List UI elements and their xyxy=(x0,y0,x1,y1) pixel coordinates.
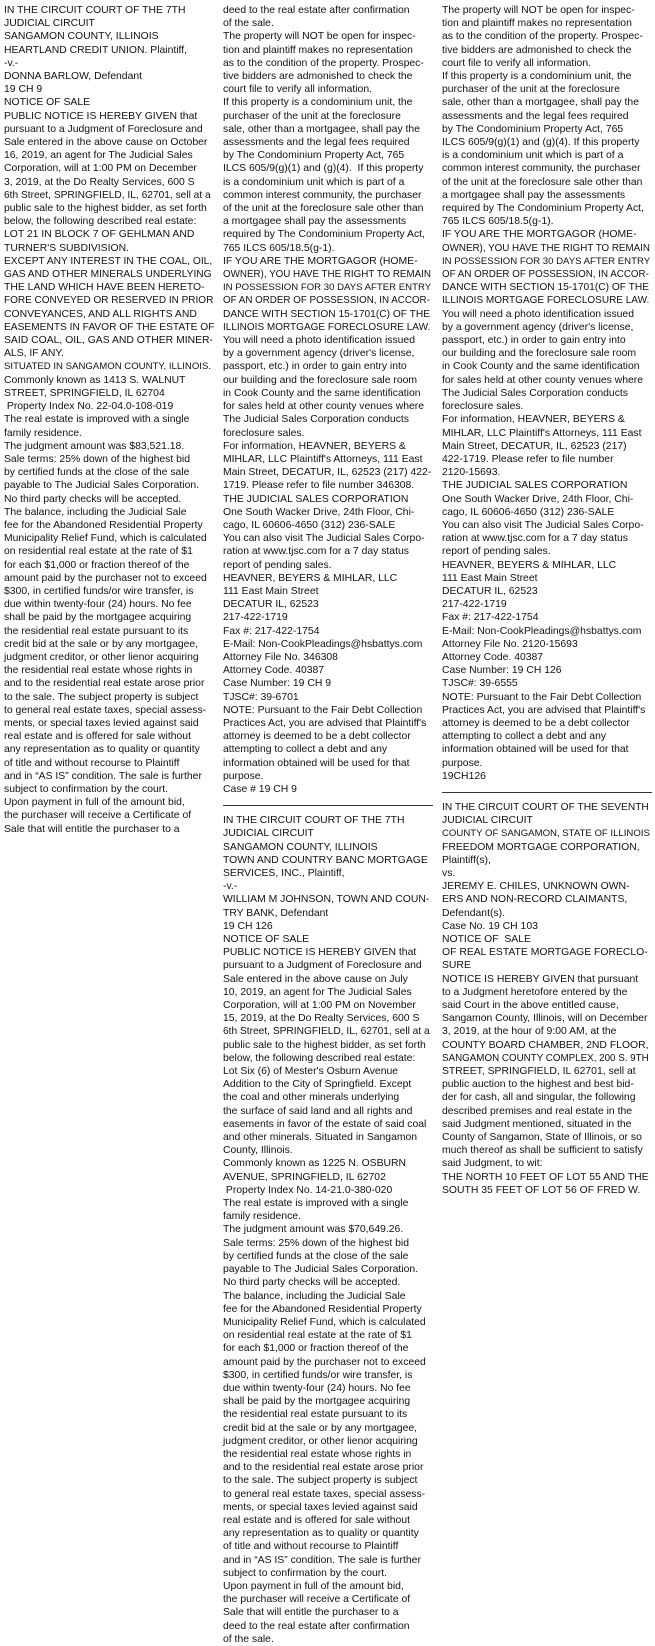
notice-text-line: family residence. xyxy=(4,427,82,439)
notice-text-line: purpose. xyxy=(442,757,483,769)
notice-text-line: STREET, SPRINGFIELD, IL 62704 xyxy=(4,387,165,399)
notice-text-line: -v.- xyxy=(223,881,238,893)
notice-text-line: passport, etc.) in order to gain entry into xyxy=(223,361,407,373)
notice-text-line: attempting to collect a debt and any xyxy=(223,744,388,756)
notice-text-line: judgment creditor, or other lienor acquiring xyxy=(4,651,199,663)
notice-text-line: passport, etc.) in order to gain entry into xyxy=(442,335,626,347)
notice-text-line: much thereof as shall be sufficient to satisfy xyxy=(442,1145,643,1157)
notice-text-line: WILLIAM M JOHNSON, TOWN AND COUN- xyxy=(223,894,430,906)
notice-text-line: public sale to the highest bidder, as set forth xyxy=(223,1039,426,1051)
notice-text-line: deed to the real estate after confirmation xyxy=(223,1620,410,1632)
notice-text-line: required by The Condominium Property Act, xyxy=(223,229,425,241)
notice-text-line: 6th Street, SPRINGFIELD, IL, 62701, sell at a xyxy=(223,1026,430,1038)
notice-text-line: for sales held at other county venues where xyxy=(442,374,644,386)
notice-text-line: 16, 2019, an agent for The Judicial Sales xyxy=(4,150,193,162)
notice-text-line: County, Illinois. xyxy=(223,1145,293,1157)
notice-text-line: IF YOU ARE THE MORTGAGOR (HOME- xyxy=(223,255,418,267)
notice-text-line: Property Index No. 22-04.0-108-019 xyxy=(4,401,174,413)
notice-text-line: real estate and is offered for sale without xyxy=(223,1514,410,1526)
notice-text-line: and in “AS IS” condition. The sale is further xyxy=(4,770,202,782)
notice-text-line: deed to the real estate after confirmation xyxy=(223,5,410,16)
notice-text-line: is a condominium unit which is part of a xyxy=(223,176,405,188)
notice-text-line: The real estate is improved with a single xyxy=(223,1198,409,1210)
notice-text-line: SAID COAL, OIL, GAS AND OTHER MINER- xyxy=(4,335,214,347)
notice-text-line: assessments and the legal fees required xyxy=(442,110,629,122)
notice-text-line: common interest community, the purchaser xyxy=(442,163,641,175)
notice-text-line: by The Condominium Property Act, 765 xyxy=(442,123,624,135)
notice-text-line: of title and without recourse to Plaintiff xyxy=(223,1541,399,1553)
notice-text-line: IN POSSESSION FOR 30 DAYS AFTER ENTRY xyxy=(223,282,432,294)
notice-text-line: of the unit at the foreclosure sale other than xyxy=(223,203,424,215)
notice-text-line: AVENUE, SPRINGFIELD, IL 62702 xyxy=(223,1171,386,1183)
notice-text-line: tion and plaintiff makes no representation xyxy=(223,44,413,56)
notice-text-line: to general real estate taxes, special assess- xyxy=(4,704,207,716)
notice-text-line: Sale that will entitle the purchaser to a xyxy=(4,823,180,835)
notice-text-line: our building and the foreclosure sale room xyxy=(223,374,418,386)
notice-text-line: for sales held at other county venues where xyxy=(223,401,425,413)
notice-text-line: NOTICE OF SALE xyxy=(223,934,310,946)
notice-text-line: FREEDOM MORTGAGE CORPORATION, xyxy=(442,841,640,853)
notice-divider xyxy=(223,805,433,806)
notice-text-line: family residence. xyxy=(223,1211,301,1223)
notice-text-line: common interest community, the purchaser xyxy=(223,189,422,201)
notice-text-line: and in “AS IS” condition. The sale is further xyxy=(223,1554,421,1566)
notice-text-line: amount paid by the purchaser not to exceed xyxy=(4,572,207,584)
notice-text-line: information obtained will be used for that xyxy=(223,757,410,769)
notice-text-line: Upon payment in full of the amount bid, xyxy=(4,797,185,809)
notice-text-line: The balance, including the Judicial Sale xyxy=(223,1290,406,1302)
notice-text-line: SERVICES, INC., Plaintiff, xyxy=(223,868,345,879)
notice-text-line: on residential real estate at the rate of $1 xyxy=(223,1330,412,1342)
notice-text-line: tion and plaintiff makes no representation xyxy=(442,18,632,30)
notice-text-line: The balance, including the Judicial Sale xyxy=(4,506,187,518)
notice-text-line: ration at www.tjsc.com for a 7 day status xyxy=(223,546,409,558)
notice-text-line: JUDICIAL CIRCUIT xyxy=(223,828,314,840)
notice-text-line: attorney is deemed to be a debt collector xyxy=(223,731,411,743)
notice-text-line: You can also visit The Judicial Sales Corpo- xyxy=(223,533,425,545)
notice-text-line: OWNER), YOU HAVE THE RIGHT TO REMAIN xyxy=(442,242,650,254)
notice-text-line: If this property is a condominium unit, the xyxy=(223,97,413,109)
notice-text-line: $300, in certified funds/or wire transfer, is xyxy=(4,585,194,597)
notice-text-line: FORE CONVEYED OR RESERVED IN PRIOR xyxy=(4,295,214,307)
notice-text-line: NOTE: Pursuant to the Fair Debt Collection xyxy=(442,691,642,703)
notice-text-line: OWNER), YOU HAVE THE RIGHT TO REMAIN xyxy=(223,269,431,281)
notice-text-line: 19 CH 9 xyxy=(4,84,43,96)
notice-text-line: sale, other than a mortgagee, shall pay the xyxy=(223,123,420,135)
notice-text-line: -v.- xyxy=(4,57,19,69)
notice-text-line: Lot Six (6) of Mester's Osburn Avenue xyxy=(223,1066,399,1078)
notice-text-line: THE JUDICIAL SALES CORPORATION xyxy=(223,493,409,505)
notice-text-line: HEAVNER, BEYERS & MIHLAR, LLC xyxy=(442,559,617,571)
notice-text-line: court file to verify all information. xyxy=(442,57,591,69)
notice-text-line: to the sale. The subject property is subject xyxy=(223,1475,418,1487)
notice-text-line: NOTICE OF SALE xyxy=(4,97,91,109)
notice-text-line: Commonly known as 1413 S. WALNUT xyxy=(4,374,186,386)
notice-text-line: Case Number: 19 CH 9 xyxy=(223,678,331,690)
notice-text-line: Sale terms: 25% down of the highest bid xyxy=(4,453,190,465)
notice-text-line: on residential real estate at the rate of $1 xyxy=(4,546,193,558)
notice-text-line: the residential real estate pursuant to its xyxy=(4,625,189,637)
notice-text-line: said Court in the above entitled cause, xyxy=(442,1000,619,1012)
notice-text-line: If this property is a condominium unit, the xyxy=(442,71,632,83)
notice-text-line: 10, 2019, an agent for The Judicial Sales xyxy=(223,986,412,998)
notice-text-line: SANGAMON COUNTY, ILLINOIS xyxy=(223,841,378,853)
notice-text-line: for each $1,000 or fraction thereof of the xyxy=(223,1343,409,1355)
notice-text-line: Case No. 19 CH 103 xyxy=(442,920,538,932)
notice-text-line: One South Wacker Drive, 24th Floor, Chi- xyxy=(223,506,415,518)
notice-text-line: The Judicial Sales Corporation conducts xyxy=(442,387,628,399)
notice-text-line: Upon payment in full of the amount bid, xyxy=(223,1580,404,1592)
notice-text-line: The Judicial Sales Corporation conducts xyxy=(223,414,409,426)
notice-text-line: IN THE CIRCUIT COURT OF THE SEVENTH xyxy=(442,801,649,813)
notice-text-line: foreclosure sales. xyxy=(442,401,524,413)
notice-text-line: Corporation, will at 1:00 PM on November xyxy=(223,1000,416,1012)
notice-text-line: Corporation, will at 1:00 PM on December xyxy=(4,163,197,175)
notice-text-line: DECATUR IL, 62523 xyxy=(223,599,319,611)
notice-johnson-foreclosure-sale xyxy=(223,814,433,1646)
notice-text-line: MIHLAR, LLC Plaintiff's Attorneys, 111 East xyxy=(223,453,423,465)
notice-text-line: the surface of said land and all rights and xyxy=(223,1105,413,1117)
notice-text-line: due within twenty-four (24) hours. No fee xyxy=(223,1382,411,1394)
notice-text-line: by a government agency (driver's license, xyxy=(223,348,415,360)
notice-text-line: as to the condition of the property. Prospec- xyxy=(442,31,643,43)
notice-text-line: ILCS 605/9(g)(1) and (g)(4). If this property xyxy=(442,137,640,149)
notice-text-line: THE NORTH 10 FEET OF LOT 55 AND THE xyxy=(442,1171,649,1183)
notice-text-line: payable to The Judicial Sales Corporation. xyxy=(4,480,200,492)
notice-text-line: The judgment amount was $83,521.18. xyxy=(4,440,185,452)
notice-text-line: Main Street, DECATUR, IL, 62523 (217) xyxy=(442,440,627,452)
notice-text-line: 422-1719. Please refer to file number xyxy=(442,453,614,465)
notice-text-line: Sale entered in the above cause on July xyxy=(223,973,408,985)
notice-text-line: IN POSSESSION FOR 30 DAYS AFTER ENTRY xyxy=(442,255,651,267)
notice-text-line: a mortgagee shall pay the assessments xyxy=(223,216,407,228)
notice-text-line: No third party checks will be accepted. xyxy=(4,493,182,505)
notice-text-line: the residential real estate whose rights in xyxy=(4,665,193,677)
notice-text-line: Commonly known as 1225 N. OSBURN xyxy=(223,1158,407,1170)
notice-text-line: 217-422-1719 xyxy=(223,612,288,624)
notice-text-line: ments, or special taxes levied against said xyxy=(223,1501,418,1513)
notice-text-line: SANGAMON COUNTY COMPLEX, 200 S. 9TH xyxy=(442,1052,649,1064)
notice-text-line: public sale to the highest bidder, as set forth xyxy=(4,203,207,215)
notice-text-line: report of pending sales. xyxy=(442,546,551,558)
notice-text-line: Defendant(s). xyxy=(442,907,505,919)
notice-text-line: report of pending sales. xyxy=(223,559,332,571)
notice-text-line: Municipality Relief Fund, which is calculated xyxy=(223,1316,426,1328)
notice-text-line: required by The Condominium Property Act, xyxy=(442,203,644,215)
column-left xyxy=(4,4,214,1356)
notice-text-line: subject to confirmation by the court. xyxy=(4,783,169,795)
notice-text-line: OF AN ORDER OF POSSESSION, IN ACCOR- xyxy=(442,269,649,281)
notice-text-line: Case Number: 19 CH 126 xyxy=(442,665,562,677)
notice-text-line: EASEMENTS IN FAVOR OF THE ESTATE OF xyxy=(4,321,215,333)
notice-text-line: pursuant to a Judgment of Foreclosure and xyxy=(223,960,422,972)
notice-text-line: described premises and real estate in the xyxy=(442,1105,633,1117)
notice-text-line: STREET, SPRINGFIELD, IL 62701, sell at xyxy=(442,1066,636,1078)
notice-text-line: said Judgment mentioned, situated in the xyxy=(442,1118,632,1130)
notice-text-line: 111 East Main Street xyxy=(442,572,538,584)
notice-text-line: IN THE CIRCUIT COURT OF THE 7TH xyxy=(4,5,186,16)
notice-text-line: in Cook County and the same identification xyxy=(442,361,640,373)
notice-text-line: judgment creditor, or other lienor acquiring xyxy=(223,1435,418,1447)
notice-text-line: Attorney Code. 40387 xyxy=(442,651,544,663)
notice-text-line: Fax #: 217-422-1754 xyxy=(223,625,320,637)
notice-text-line: TRY BANK, Defendant xyxy=(223,907,329,919)
notice-text-line: No third party checks will be accepted. xyxy=(223,1277,401,1289)
notice-text-line: attorney is deemed to be a debt collector xyxy=(442,717,630,729)
notice-text-line: TURNER'S SUBDIVISION. xyxy=(4,242,129,254)
notice-text-line: amount paid by the purchaser not to exceed xyxy=(223,1356,426,1368)
notice-text-line: E-Mail: Non-CookPleadings@hsbattys.com xyxy=(442,625,642,637)
notice-text-line: as to the condition of the property. Prospec- xyxy=(223,57,424,69)
notice-text-line: the coal and other minerals underlying xyxy=(223,1092,400,1104)
notice-text-line: for each $1,000 or fraction thereof of the xyxy=(4,559,190,571)
notice-text-line: by certified funds at the close of the sale xyxy=(223,1250,409,1262)
notice-text-line: to a Judgment heretofore entered by the xyxy=(442,986,628,998)
notice-text-line: PUBLIC NOTICE IS HEREBY GIVEN that xyxy=(223,947,417,959)
notice-text-line: below, the following described real estate: xyxy=(223,1052,416,1064)
notice-text-line: payable to The Judicial Sales Corporation. xyxy=(223,1264,419,1276)
notice-text-line: Sale terms: 25% down of the highest bid xyxy=(223,1237,409,1249)
notice-text-line: The property will NOT be open for inspec- xyxy=(442,5,635,16)
notice-text-line: the residential real estate pursuant to its xyxy=(223,1409,408,1421)
notice-text-line: 15, 2019, at the Do Realty Services, 600 S xyxy=(223,1013,420,1025)
notice-text-line: THE LAND WHICH HAVE BEEN HERETO- xyxy=(4,282,205,294)
notice-text-line: fee for the Abandoned Residential Property xyxy=(223,1303,422,1315)
notice-text-line: PUBLIC NOTICE IS HEREBY GIVEN that xyxy=(4,110,198,122)
notice-text-line: 217-422-1719 xyxy=(442,599,507,611)
notice-text-line: ILLINOIS MORTGAGE FORECLOSURE LAW. xyxy=(442,295,650,307)
notice-text-line: For information, HEAVNER, BEYERS & xyxy=(223,440,406,452)
notice-text-line: in Cook County and the same identification xyxy=(223,387,421,399)
notice-text-line: Main Street, DECATUR, IL, 62523 (217) 422- xyxy=(223,467,432,479)
notice-text-line: is a condominium unit which is part of a xyxy=(442,150,624,162)
notice-text-line: Attorney Code. 40387 xyxy=(223,665,325,677)
notice-text-line: The real estate is improved with a single xyxy=(4,414,190,426)
notice-text-line: shall be paid by the mortgagee acquiring xyxy=(4,612,192,624)
notice-text-line: the purchaser will receive a Certificate of xyxy=(223,1594,411,1606)
notice-text-line: DANCE WITH SECTION 15-1701(C) OF THE xyxy=(442,282,649,294)
notice-text-line: COUNTY BOARD CHAMBER, 2ND FLOOR, xyxy=(442,1039,649,1051)
notice-text-line: JUDICIAL CIRCUIT xyxy=(442,815,533,827)
notice-text-line: TOWN AND COUNTRY BANC MORTGAGE xyxy=(223,854,428,866)
notice-text-line: credit bid at the sale or by any mortgagee, xyxy=(223,1422,418,1434)
notice-text-line: SOUTH 35 FEET OF LOT 56 OF FRED W. xyxy=(442,1184,641,1196)
notice-text-line: attempting to collect a debt and any xyxy=(442,731,607,743)
notice-text-line: You will need a photo identification issued xyxy=(442,308,634,320)
notice-text-line: of the unit at the foreclosure sale other than xyxy=(442,176,643,188)
notice-text-line: any representation as to quality or quantity xyxy=(4,744,200,756)
notice-text-line: LOT 21 IN BLOCK 7 OF GEHLMAN AND xyxy=(4,229,195,241)
notice-text-line: ERS AND NON-RECORD CLAIMANTS, xyxy=(442,894,628,906)
notice-text-line: THE JUDICIAL SALES CORPORATION xyxy=(442,480,628,492)
notice-text-line: information obtained will be used for that xyxy=(442,744,629,756)
notice-text-line: Addition to the City of Springfield. Except xyxy=(223,1079,412,1091)
notice-text-line: sale, other than a mortgagee, shall pay the xyxy=(442,97,639,109)
notice-text-line: court file to verify all information. xyxy=(223,84,372,96)
notice-text-line: 765 ILCS 605/18.5(g-1). xyxy=(442,216,554,228)
notice-text-line: ILLINOIS MORTGAGE FORECLOSURE LAW. xyxy=(223,321,431,333)
notice-text-line: der for cash, all and singular, the following xyxy=(442,1092,636,1104)
notice-text-line: TJSC#: 39-6701 xyxy=(223,691,299,703)
notice-text-line: SANGAMON COUNTY, ILLINOIS xyxy=(4,31,159,43)
notice-text-line: our building and the foreclosure sale room xyxy=(442,348,637,360)
notice-text-line: HEAVNER, BEYERS & MIHLAR, LLC xyxy=(223,572,398,584)
notice-text-line: Plaintiff(s), xyxy=(442,854,491,866)
notice-text-line: 6th Street, SPRINGFIELD, IL, 62701, sell at a xyxy=(4,189,211,201)
notice-text-line: HEARTLAND CREDIT UNION. Plaintiff, xyxy=(4,44,188,56)
notice-text-line: of the sale. xyxy=(223,1633,274,1645)
notice-text-line: public auction to the highest and best bid- xyxy=(442,1079,634,1091)
notice-text-line: fee for the Abandoned Residential Property xyxy=(4,519,203,531)
notice-text-line: ments, or special taxes levied against said xyxy=(4,717,199,729)
notice-text-line: Practices Act, you are advised that Plaintiff's xyxy=(223,717,427,729)
notice-text-line: The property will NOT be open for inspec- xyxy=(223,31,416,43)
notice-text-line: purchaser of the unit at the foreclosure xyxy=(223,110,401,122)
notice-text-line: a mortgagee shall pay the assessments xyxy=(442,189,626,201)
notice-text-line: IN THE CIRCUIT COURT OF THE 7TH xyxy=(223,815,405,827)
notice-text-line: subject to confirmation by the court. xyxy=(223,1567,388,1579)
notice-barlow-foreclosure-sale xyxy=(4,4,214,836)
notice-text-line: Sangamon County, Illinois, will on December xyxy=(442,1013,648,1025)
notice-text-line: The judgment amount was $70,649.26. xyxy=(223,1224,404,1236)
notice-text-line: purpose. xyxy=(223,770,264,782)
notice-chiles-foreclosure-sale xyxy=(442,801,652,1197)
notice-text-line: DONNA BARLOW, Defendant xyxy=(4,71,143,83)
notice-text-line: of title and without recourse to Plaintiff xyxy=(4,757,180,769)
notice-text-line: easements in favor of the estate of said coal xyxy=(223,1118,427,1130)
notice-text-line: cago, IL 60606-4650 (312) 236-SALE xyxy=(223,519,396,531)
notice-text-line: ALS, IF ANY. xyxy=(4,348,64,360)
notice-text-line: 3, 2019, at the Do Realty Services, 600 S xyxy=(4,176,195,188)
notice-text-line: vs. xyxy=(442,868,456,879)
notice-text-line: to the sale. The subject property is subject xyxy=(4,691,199,703)
notice-text-line: shall be paid by the mortgagee acquiring xyxy=(223,1396,411,1408)
notice-text-line: real estate and is offered for sale without xyxy=(4,731,191,743)
notice-text-line: E-Mail: Non-CookPleadings@hsbattys.com xyxy=(223,638,423,650)
notice-text-line: COUNTY OF SANGAMON, STATE OF ILLINOIS xyxy=(442,828,650,840)
notice-text-line: tive bidders are admonished to check the xyxy=(223,71,413,83)
notice-text-line: and to the residential real estate arose prior xyxy=(223,1462,424,1474)
column-middle xyxy=(223,4,433,1645)
notice-text-line: 19CH126 xyxy=(442,770,486,782)
notice-text-line: JEREMY E. CHILES, UNKNOWN OWN- xyxy=(442,881,630,893)
notice-text-line: Case # 19 CH 9 xyxy=(223,783,297,795)
notice-text-line: One South Wacker Drive, 24th Floor, Chi- xyxy=(442,493,634,505)
notice-johnson-continued xyxy=(442,4,652,783)
notice-text-line: the purchaser will receive a Certificate of xyxy=(4,810,192,822)
notice-text-line: You will need a photo identification issued xyxy=(223,335,415,347)
notice-text-line: 765 ILCS 605/18.5(g-1). xyxy=(223,242,335,254)
notice-text-line: 3, 2019, at the hour of 9:00 AM, at the xyxy=(442,1026,617,1038)
notice-text-line: credit bid at the sale or by any mortgagee, xyxy=(4,638,199,650)
notice-divider xyxy=(442,792,652,793)
notice-text-line: cago, IL 60606-4650 (312) 236-SALE xyxy=(442,506,615,518)
notice-text-line: Attorney File No. 346308 xyxy=(223,651,338,663)
notice-text-line: ration at www.tjsc.com for a 7 day status xyxy=(442,533,628,545)
notice-text-line: of the sale. xyxy=(223,18,274,30)
notice-text-line: NOTE: Pursuant to the Fair Debt Collection xyxy=(223,704,423,716)
notice-text-line: NOTICE IS HEREBY GIVEN that pursuant xyxy=(442,973,639,985)
notice-text-line: DECATUR IL, 62523 xyxy=(442,585,538,597)
notice-text-line: foreclosure sales. xyxy=(223,427,305,439)
notice-text-line: below, the following described real estate: xyxy=(4,216,197,228)
notice-text-line: EXCEPT ANY INTEREST IN THE COAL, OIL, xyxy=(4,255,213,267)
notice-text-line: MIHLAR, LLC Plaintiff's Attorneys, 111 East xyxy=(442,427,642,439)
notice-text-line: Sale entered in the above cause on October xyxy=(4,137,208,149)
notice-text-line: ILCS 605/9(g)(1) and (g)(4). If this property xyxy=(223,163,424,175)
notice-text-line: Attorney File No. 2120-15693 xyxy=(442,638,578,650)
notice-text-line: For information, HEAVNER, BEYERS & xyxy=(442,414,625,426)
notice-text-line: Sale that will entitle the purchaser to a xyxy=(223,1607,399,1619)
notice-text-line: to general real estate taxes, special assess- xyxy=(223,1488,426,1500)
notice-text-line: County of Sangamon, State of Illinois, or so xyxy=(442,1132,642,1144)
notice-text-line: by a government agency (driver's license, xyxy=(442,321,634,333)
notice-text-line: TJSC#: 39-6555 xyxy=(442,678,518,690)
notice-text-line: tive bidders are admonished to check the xyxy=(442,44,632,56)
notice-text-line: Fax #: 217-422-1754 xyxy=(442,612,539,624)
notice-text-line: SITUATED IN SANGAMON COUNTY, ILLINOIS. xyxy=(4,361,212,373)
notice-text-line: Property Index No. 14-21.0-380-020 xyxy=(223,1184,393,1196)
notice-text-line: by certified funds at the close of the sale xyxy=(4,467,190,479)
notice-text-line: the residential real estate whose rights in xyxy=(223,1448,412,1460)
notice-text-line: due within twenty-four (24) hours. No fee xyxy=(4,599,192,611)
notice-text-line: OF REAL ESTATE MORTGAGE FORECLO- xyxy=(442,947,648,959)
column-right xyxy=(442,4,652,1356)
notice-text-line: JUDICIAL CIRCUIT xyxy=(4,18,95,30)
notice-text-line: CONVEYANCES, AND ALL RIGHTS AND xyxy=(4,308,197,320)
notice-text-line: 1719. Please refer to file number 346308. xyxy=(223,480,415,492)
notice-text-line: $300, in certified funds/or wire transfer, is xyxy=(223,1369,413,1381)
notice-text-line: 2120-15693. xyxy=(442,467,501,479)
notice-text-line: Municipality Relief Fund, which is calculated xyxy=(4,533,207,545)
notice-text-line: purchaser of the unit at the foreclosure xyxy=(442,84,620,96)
notice-text-line: You can also visit The Judicial Sales Corpo- xyxy=(442,519,644,531)
notice-text-line: DANCE WITH SECTION 15-1701(C) OF THE xyxy=(223,308,430,320)
notice-barlow-continued xyxy=(223,4,433,796)
notice-text-line: pursuant to a Judgment of Foreclosure and xyxy=(4,123,203,135)
notice-text-line: said Judgment, to wit: xyxy=(442,1158,543,1170)
notice-text-line: OF AN ORDER OF POSSESSION, IN ACCOR- xyxy=(223,295,430,307)
notice-text-line: 19 CH 126 xyxy=(223,920,273,932)
notice-text-line: 111 East Main Street xyxy=(223,585,319,597)
notice-text-line: SURE xyxy=(442,960,471,972)
notice-text-line: NOTICE OF SALE xyxy=(442,934,531,946)
notice-text-line: any representation as to quality or quantity xyxy=(223,1528,419,1540)
notice-text-line: Practices Act, you are advised that Plaintiff's xyxy=(442,704,646,716)
notice-text-line: by The Condominium Property Act, 765 xyxy=(223,150,405,162)
notice-text-line: assessments and the legal fees required xyxy=(223,137,410,149)
notice-text-line: and other minerals. Situated in Sangamon xyxy=(223,1132,418,1144)
notice-text-line: IF YOU ARE THE MORTGAGOR (HOME- xyxy=(442,229,637,241)
notice-text-line: and to the residential real estate arose prior xyxy=(4,678,205,690)
notice-text-line: GAS AND OTHER MINERALS UNDERLYING xyxy=(4,269,212,281)
